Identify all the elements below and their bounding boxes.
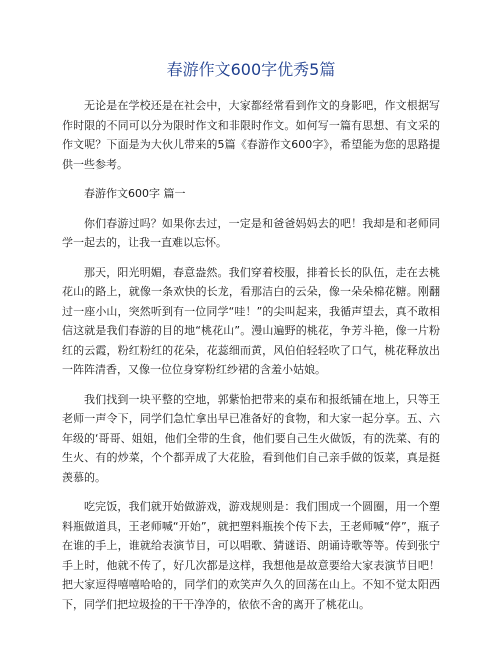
body-paragraph: 吃完饭，我们就开始做游戏，游戏规则是：我们围成一个圆圈，用一个塑料瓶做道具，王老师喊“开始”，就把塑料瓶挨个传下去，王老师喊“停”，瓶子在谁的手上，谁就给表演节目，可以唱歌、猜谜语、朗诵诗歌等等。传到张宁手上时，他就不传了，好几次都是这样，我想他是故意要给大家表演节目吧！把大家逗得嘻嘻哈哈的，同学们的欢笑声久久的回荡在山上。不知不觉太阳西下，同学们把垃圾捡的干干净净的，依依不舍的离开了桃花山。 bbox=[62, 500, 440, 611]
body-paragraph: 你们春游过吗？如果你去过，一定是和爸爸妈妈去的吧！我却是和老师同学一起去的，让我一直难以忘怀。 bbox=[62, 216, 440, 249]
intro-paragraph: 无论是在学校还是在社会中，大家都经常看到作文的身影吧，作文根据写作时限的不同可以分为限时作文和非限时作文。如何写一篇有思想、有文采的作文呢？下面是为大伙儿带来的5篇《春游作文600字》，希望能为您的思路提供一些参考。 bbox=[62, 99, 440, 171]
body-paragraph: 那天，阳光明媚，春意盎然。我们穿着校服，排着长长的队伍，走在去桃花山的路上，就像一条欢快的长龙，看那洁白的云朵，像一朵朵棉花糖。刚翻过一座小山，突然听到有一位同学“哇！”的尖叫起来，我循声望去，真不敢相信这就是我们春游的目的地“桃花山”。漫山遍野的桃花，争芳斗艳，像一片粉红的云霞，粉红粉红的花朵，花蕊细而黄，风伯伯轻轻吹了口气，桃花释放出一阵阵清香，又像一位位身穿粉红纱裙的含羞小姑娘。 bbox=[62, 265, 440, 376]
section-heading: 春游作文600字 篇一 bbox=[84, 187, 186, 200]
body-paragraph: 我们找到一块平整的空地，郭紫怡把带来的桌布和报纸铺在地上，只等王老师一声令下，同学们急忙拿出早已准备好的食物，和大家一起分享。五、六年级的‘哥哥、姐姐，他们全带的生食，他们要自己生火做饭，有的洗菜、有的生火、有的炒菜，个个都弄成了大花脸，看到他们自己亲手做的饭菜，真是挺羡慕的。 bbox=[62, 392, 440, 484]
document-title: 春游作文600字优秀5篇 bbox=[166, 60, 336, 79]
